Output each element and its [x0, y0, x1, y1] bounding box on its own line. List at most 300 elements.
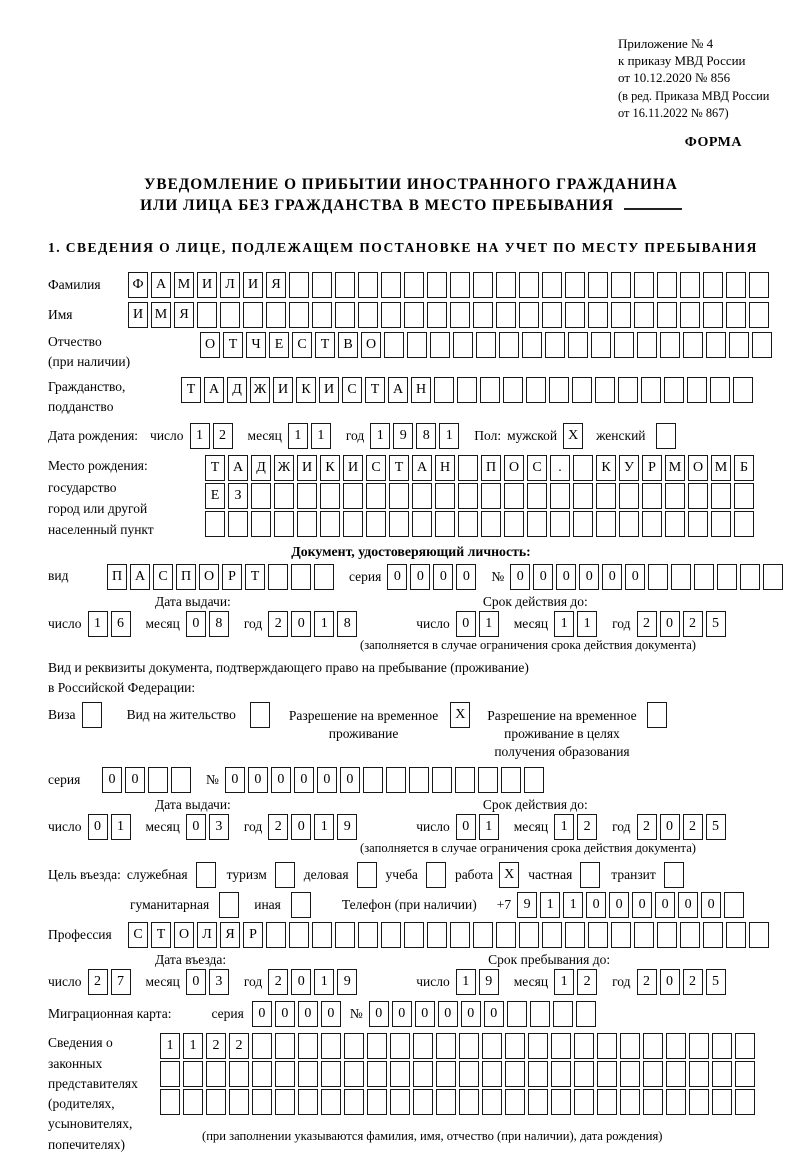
char-box[interactable]: [542, 922, 562, 948]
char-box[interactable]: [528, 1061, 548, 1087]
char-box[interactable]: [160, 1061, 180, 1087]
migration-series-boxes[interactable]: [252, 1001, 344, 1027]
char-box[interactable]: [634, 922, 654, 948]
char-box[interactable]: [597, 1089, 617, 1115]
char-box[interactable]: 9: [337, 969, 357, 995]
char-box[interactable]: [573, 511, 593, 537]
char-box[interactable]: [250, 702, 270, 728]
char-box[interactable]: [390, 1061, 410, 1087]
char-box[interactable]: [657, 922, 677, 948]
char-box[interactable]: [367, 1033, 387, 1059]
char-box[interactable]: [551, 1089, 571, 1115]
char-box[interactable]: [711, 511, 731, 537]
char-box[interactable]: [480, 377, 500, 403]
char-box[interactable]: Д: [227, 377, 247, 403]
char-box[interactable]: [619, 511, 639, 537]
id-issue-month-boxes[interactable]: [186, 611, 232, 637]
char-box[interactable]: 0: [271, 767, 291, 793]
char-box[interactable]: М: [711, 455, 731, 481]
char-box[interactable]: [574, 1089, 594, 1115]
char-box[interactable]: У: [619, 455, 639, 481]
char-box[interactable]: [734, 483, 754, 509]
res-issue-day-boxes[interactable]: [88, 814, 134, 840]
char-box[interactable]: [666, 1089, 686, 1115]
char-box[interactable]: 8: [416, 423, 436, 449]
res-issue-month-boxes[interactable]: [186, 814, 232, 840]
char-box[interactable]: О: [361, 332, 381, 358]
char-box[interactable]: [381, 272, 401, 298]
char-box[interactable]: [549, 377, 569, 403]
char-box[interactable]: [343, 511, 363, 537]
char-box[interactable]: 1: [554, 969, 574, 995]
char-box[interactable]: 6: [111, 611, 131, 637]
char-box[interactable]: [229, 1061, 249, 1087]
char-box[interactable]: 1: [479, 814, 499, 840]
char-box[interactable]: 5: [706, 611, 726, 637]
char-box[interactable]: [219, 892, 239, 918]
char-box[interactable]: [220, 302, 240, 328]
char-box[interactable]: [268, 564, 288, 590]
char-box[interactable]: 5: [706, 814, 726, 840]
char-box[interactable]: [344, 1061, 364, 1087]
char-box[interactable]: [643, 1033, 663, 1059]
char-box[interactable]: 1: [314, 969, 334, 995]
char-box[interactable]: [482, 1089, 502, 1115]
char-box[interactable]: 2: [683, 814, 703, 840]
char-box[interactable]: [735, 1061, 755, 1087]
char-box[interactable]: О: [688, 455, 708, 481]
birthplace-row1-boxes[interactable]: [205, 455, 757, 481]
char-box[interactable]: [459, 1089, 479, 1115]
char-box[interactable]: 2: [637, 969, 657, 995]
purpose-transit-checkbox[interactable]: [664, 862, 687, 888]
char-box[interactable]: О: [504, 455, 524, 481]
char-box[interactable]: 2: [683, 611, 703, 637]
char-box[interactable]: Ч: [246, 332, 266, 358]
char-box[interactable]: 9: [337, 814, 357, 840]
char-box[interactable]: [703, 922, 723, 948]
char-box[interactable]: [527, 511, 547, 537]
char-box[interactable]: [724, 892, 744, 918]
char-box[interactable]: 0: [602, 564, 622, 590]
char-box[interactable]: [450, 272, 470, 298]
char-box[interactable]: И: [319, 377, 339, 403]
char-box[interactable]: И: [243, 272, 263, 298]
char-box[interactable]: [634, 272, 654, 298]
char-box[interactable]: А: [412, 455, 432, 481]
char-box[interactable]: Р: [222, 564, 242, 590]
char-box[interactable]: И: [128, 302, 148, 328]
char-box[interactable]: 0: [387, 564, 407, 590]
char-box[interactable]: 1: [456, 969, 476, 995]
surname-boxes[interactable]: [128, 272, 772, 298]
char-box[interactable]: 1: [88, 611, 108, 637]
char-box[interactable]: [735, 1033, 755, 1059]
char-box[interactable]: [597, 1033, 617, 1059]
char-box[interactable]: [519, 272, 539, 298]
char-box[interactable]: [413, 1061, 433, 1087]
purpose-private-checkbox[interactable]: [580, 862, 603, 888]
char-box[interactable]: Т: [365, 377, 385, 403]
char-box[interactable]: А: [388, 377, 408, 403]
char-box[interactable]: 2: [577, 814, 597, 840]
char-box[interactable]: Т: [223, 332, 243, 358]
char-box[interactable]: С: [342, 377, 362, 403]
char-box[interactable]: [647, 702, 667, 728]
name-boxes[interactable]: [128, 302, 772, 328]
char-box[interactable]: [457, 377, 477, 403]
char-box[interactable]: 1: [370, 423, 390, 449]
char-box[interactable]: С: [366, 455, 386, 481]
char-box[interactable]: [657, 302, 677, 328]
stay-day-boxes[interactable]: [456, 969, 502, 995]
char-box[interactable]: К: [596, 455, 616, 481]
id-doc-number-boxes[interactable]: [510, 564, 786, 590]
char-box[interactable]: [275, 1033, 295, 1059]
char-box[interactable]: Л: [220, 272, 240, 298]
char-box[interactable]: [726, 302, 746, 328]
purpose-official-checkbox[interactable]: [196, 862, 219, 888]
char-box[interactable]: [496, 922, 516, 948]
char-box[interactable]: [344, 1033, 364, 1059]
char-box[interactable]: [712, 1089, 732, 1115]
char-box[interactable]: [505, 1061, 525, 1087]
char-box[interactable]: 1: [563, 892, 583, 918]
char-box[interactable]: 1: [288, 423, 308, 449]
char-box[interactable]: [183, 1061, 203, 1087]
char-box[interactable]: 0: [625, 564, 645, 590]
char-box[interactable]: 0: [433, 564, 453, 590]
char-box[interactable]: [503, 377, 523, 403]
char-box[interactable]: [243, 302, 263, 328]
char-box[interactable]: [553, 1001, 573, 1027]
char-box[interactable]: 9: [393, 423, 413, 449]
char-box[interactable]: [432, 767, 452, 793]
char-box[interactable]: [574, 1061, 594, 1087]
char-box[interactable]: 0: [456, 611, 476, 637]
char-box[interactable]: [689, 1061, 709, 1087]
char-box[interactable]: 0: [678, 892, 698, 918]
char-box[interactable]: 2: [268, 611, 288, 637]
char-box[interactable]: [505, 1033, 525, 1059]
char-box[interactable]: 1: [311, 423, 331, 449]
char-box[interactable]: 0: [392, 1001, 412, 1027]
char-box[interactable]: 0: [579, 564, 599, 590]
char-box[interactable]: [496, 272, 516, 298]
char-box[interactable]: [476, 332, 496, 358]
char-box[interactable]: [749, 302, 769, 328]
char-box[interactable]: [459, 1033, 479, 1059]
char-box[interactable]: 1: [554, 814, 574, 840]
char-box[interactable]: 0: [294, 767, 314, 793]
char-box[interactable]: [712, 1061, 732, 1087]
temp-residence-edu-checkbox[interactable]: [647, 702, 670, 728]
char-box[interactable]: [505, 1089, 525, 1115]
char-box[interactable]: .: [550, 455, 570, 481]
char-box[interactable]: [519, 302, 539, 328]
char-box[interactable]: [343, 483, 363, 509]
char-box[interactable]: 2: [637, 814, 657, 840]
char-box[interactable]: 2: [88, 969, 108, 995]
residence-number-boxes[interactable]: [225, 767, 547, 793]
entry-year-boxes[interactable]: [268, 969, 360, 995]
char-box[interactable]: 0: [102, 767, 122, 793]
char-box[interactable]: 1: [540, 892, 560, 918]
char-box[interactable]: [504, 483, 524, 509]
char-box[interactable]: [275, 1089, 295, 1115]
char-box[interactable]: [591, 332, 611, 358]
char-box[interactable]: [749, 922, 769, 948]
char-box[interactable]: [389, 483, 409, 509]
char-box[interactable]: Б: [734, 455, 754, 481]
purpose-study-checkbox[interactable]: [426, 862, 449, 888]
char-box[interactable]: [528, 1033, 548, 1059]
char-box[interactable]: [504, 511, 524, 537]
char-box[interactable]: 0: [186, 611, 206, 637]
char-box[interactable]: 2: [637, 611, 657, 637]
char-box[interactable]: Т: [389, 455, 409, 481]
char-box[interactable]: 0: [660, 814, 680, 840]
char-box[interactable]: К: [320, 455, 340, 481]
id-doc-series-boxes[interactable]: [387, 564, 479, 590]
title-blank-line[interactable]: [624, 196, 682, 210]
char-box[interactable]: Т: [151, 922, 171, 948]
char-box[interactable]: [481, 511, 501, 537]
entry-day-boxes[interactable]: [88, 969, 134, 995]
char-box[interactable]: [335, 302, 355, 328]
char-box[interactable]: [312, 922, 332, 948]
char-box[interactable]: [763, 564, 783, 590]
char-box[interactable]: [573, 483, 593, 509]
char-box[interactable]: [482, 1033, 502, 1059]
temp-residence-checkbox[interactable]: [450, 702, 473, 728]
char-box[interactable]: X: [563, 423, 583, 449]
purpose-humanitarian-checkbox[interactable]: [219, 892, 242, 918]
char-box[interactable]: 1: [183, 1033, 203, 1059]
char-box[interactable]: [643, 1061, 663, 1087]
char-box[interactable]: [298, 1089, 318, 1115]
char-box[interactable]: [274, 483, 294, 509]
visa-checkbox[interactable]: [82, 702, 105, 728]
purpose-tourism-checkbox[interactable]: [275, 862, 298, 888]
phone-boxes[interactable]: [517, 892, 747, 918]
char-box[interactable]: [528, 1089, 548, 1115]
char-box[interactable]: [434, 377, 454, 403]
char-box[interactable]: [366, 511, 386, 537]
char-box[interactable]: [473, 302, 493, 328]
char-box[interactable]: [358, 302, 378, 328]
char-box[interactable]: [565, 302, 585, 328]
char-box[interactable]: [588, 302, 608, 328]
char-box[interactable]: П: [481, 455, 501, 481]
char-box[interactable]: [689, 1089, 709, 1115]
char-box[interactable]: [291, 564, 311, 590]
char-box[interactable]: [252, 1061, 272, 1087]
char-box[interactable]: 1: [577, 611, 597, 637]
char-box[interactable]: М: [665, 455, 685, 481]
char-box[interactable]: А: [204, 377, 224, 403]
char-box[interactable]: [735, 1089, 755, 1115]
char-box[interactable]: 0: [415, 1001, 435, 1027]
char-box[interactable]: 0: [88, 814, 108, 840]
char-box[interactable]: [749, 272, 769, 298]
char-box[interactable]: 0: [632, 892, 652, 918]
char-box[interactable]: [196, 862, 216, 888]
char-box[interactable]: [314, 564, 334, 590]
char-box[interactable]: [657, 272, 677, 298]
char-box[interactable]: 0: [586, 892, 606, 918]
char-box[interactable]: 2: [268, 969, 288, 995]
char-box[interactable]: [335, 272, 355, 298]
char-box[interactable]: [611, 922, 631, 948]
char-box[interactable]: Р: [243, 922, 263, 948]
char-box[interactable]: [357, 862, 377, 888]
char-box[interactable]: [321, 1033, 341, 1059]
purpose-work-checkbox[interactable]: [499, 862, 522, 888]
char-box[interactable]: [666, 1061, 686, 1087]
char-box[interactable]: [409, 767, 429, 793]
char-box[interactable]: 0: [186, 814, 206, 840]
stay-month-boxes[interactable]: [554, 969, 600, 995]
char-box[interactable]: [252, 1033, 272, 1059]
char-box[interactable]: 0: [609, 892, 629, 918]
char-box[interactable]: [519, 922, 539, 948]
char-box[interactable]: [642, 483, 662, 509]
char-box[interactable]: 0: [410, 564, 430, 590]
char-box[interactable]: [595, 377, 615, 403]
char-box[interactable]: [160, 1089, 180, 1115]
char-box[interactable]: [499, 332, 519, 358]
char-box[interactable]: 0: [461, 1001, 481, 1027]
char-box[interactable]: [366, 483, 386, 509]
char-box[interactable]: [752, 332, 772, 358]
char-box[interactable]: [275, 1061, 295, 1087]
char-box[interactable]: [404, 272, 424, 298]
char-box[interactable]: [436, 1089, 456, 1115]
char-box[interactable]: 0: [275, 1001, 295, 1027]
char-box[interactable]: [335, 922, 355, 948]
char-box[interactable]: П: [176, 564, 196, 590]
char-box[interactable]: Я: [174, 302, 194, 328]
char-box[interactable]: 1: [439, 423, 459, 449]
id-valid-month-boxes[interactable]: [554, 611, 600, 637]
char-box[interactable]: [251, 483, 271, 509]
char-box[interactable]: [321, 1061, 341, 1087]
char-box[interactable]: [458, 483, 478, 509]
char-box[interactable]: [496, 302, 516, 328]
char-box[interactable]: Л: [197, 922, 217, 948]
res-valid-month-boxes[interactable]: [554, 814, 600, 840]
char-box[interactable]: [642, 511, 662, 537]
id-doc-kind-boxes[interactable]: [107, 564, 337, 590]
char-box[interactable]: [542, 302, 562, 328]
char-box[interactable]: [641, 377, 661, 403]
char-box[interactable]: [665, 511, 685, 537]
char-box[interactable]: 1: [190, 423, 210, 449]
char-box[interactable]: В: [338, 332, 358, 358]
res-valid-day-boxes[interactable]: [456, 814, 502, 840]
char-box[interactable]: 0: [369, 1001, 389, 1027]
char-box[interactable]: [687, 377, 707, 403]
char-box[interactable]: [611, 272, 631, 298]
char-box[interactable]: [344, 1089, 364, 1115]
char-box[interactable]: [688, 483, 708, 509]
char-box[interactable]: [413, 1089, 433, 1115]
char-box[interactable]: 7: [111, 969, 131, 995]
char-box[interactable]: 1: [111, 814, 131, 840]
char-box[interactable]: [358, 922, 378, 948]
char-box[interactable]: [634, 302, 654, 328]
patronymic-boxes[interactable]: [200, 332, 775, 358]
char-box[interactable]: [297, 511, 317, 537]
char-box[interactable]: Н: [411, 377, 431, 403]
char-box[interactable]: [183, 1089, 203, 1115]
char-box[interactable]: [478, 767, 498, 793]
birthdate-year-boxes[interactable]: [370, 423, 462, 449]
char-box[interactable]: Д: [251, 455, 271, 481]
char-box[interactable]: [656, 423, 676, 449]
char-box[interactable]: А: [151, 272, 171, 298]
char-box[interactable]: [453, 332, 473, 358]
char-box[interactable]: 0: [321, 1001, 341, 1027]
char-box[interactable]: 0: [533, 564, 553, 590]
char-box[interactable]: [637, 332, 657, 358]
char-box[interactable]: [619, 483, 639, 509]
char-box[interactable]: [289, 922, 309, 948]
char-box[interactable]: [381, 922, 401, 948]
char-box[interactable]: Е: [269, 332, 289, 358]
char-box[interactable]: [289, 302, 309, 328]
char-box[interactable]: [572, 377, 592, 403]
char-box[interactable]: 0: [556, 564, 576, 590]
migration-number-boxes[interactable]: [369, 1001, 599, 1027]
char-box[interactable]: Я: [266, 272, 286, 298]
char-box[interactable]: Н: [435, 455, 455, 481]
birthdate-month-boxes[interactable]: [288, 423, 334, 449]
char-box[interactable]: X: [450, 702, 470, 728]
char-box[interactable]: О: [174, 922, 194, 948]
char-box[interactable]: [389, 511, 409, 537]
char-box[interactable]: 8: [337, 611, 357, 637]
char-box[interactable]: С: [128, 922, 148, 948]
char-box[interactable]: С: [292, 332, 312, 358]
char-box[interactable]: 0: [291, 969, 311, 995]
char-box[interactable]: 0: [317, 767, 337, 793]
char-box[interactable]: 0: [252, 1001, 272, 1027]
char-box[interactable]: [386, 767, 406, 793]
char-box[interactable]: [501, 767, 521, 793]
char-box[interactable]: X: [499, 862, 519, 888]
char-box[interactable]: 2: [206, 1033, 226, 1059]
char-box[interactable]: [527, 483, 547, 509]
representatives-row1-boxes[interactable]: [160, 1033, 758, 1059]
char-box[interactable]: [711, 483, 731, 509]
char-box[interactable]: А: [228, 455, 248, 481]
char-box[interactable]: И: [273, 377, 293, 403]
char-box[interactable]: [580, 862, 600, 888]
char-box[interactable]: [412, 483, 432, 509]
char-box[interactable]: [404, 302, 424, 328]
char-box[interactable]: [614, 332, 634, 358]
char-box[interactable]: [694, 564, 714, 590]
char-box[interactable]: [367, 1089, 387, 1115]
char-box[interactable]: [458, 511, 478, 537]
char-box[interactable]: [680, 302, 700, 328]
char-box[interactable]: [576, 1001, 596, 1027]
char-box[interactable]: [565, 272, 585, 298]
char-box[interactable]: И: [197, 272, 217, 298]
char-box[interactable]: М: [151, 302, 171, 328]
